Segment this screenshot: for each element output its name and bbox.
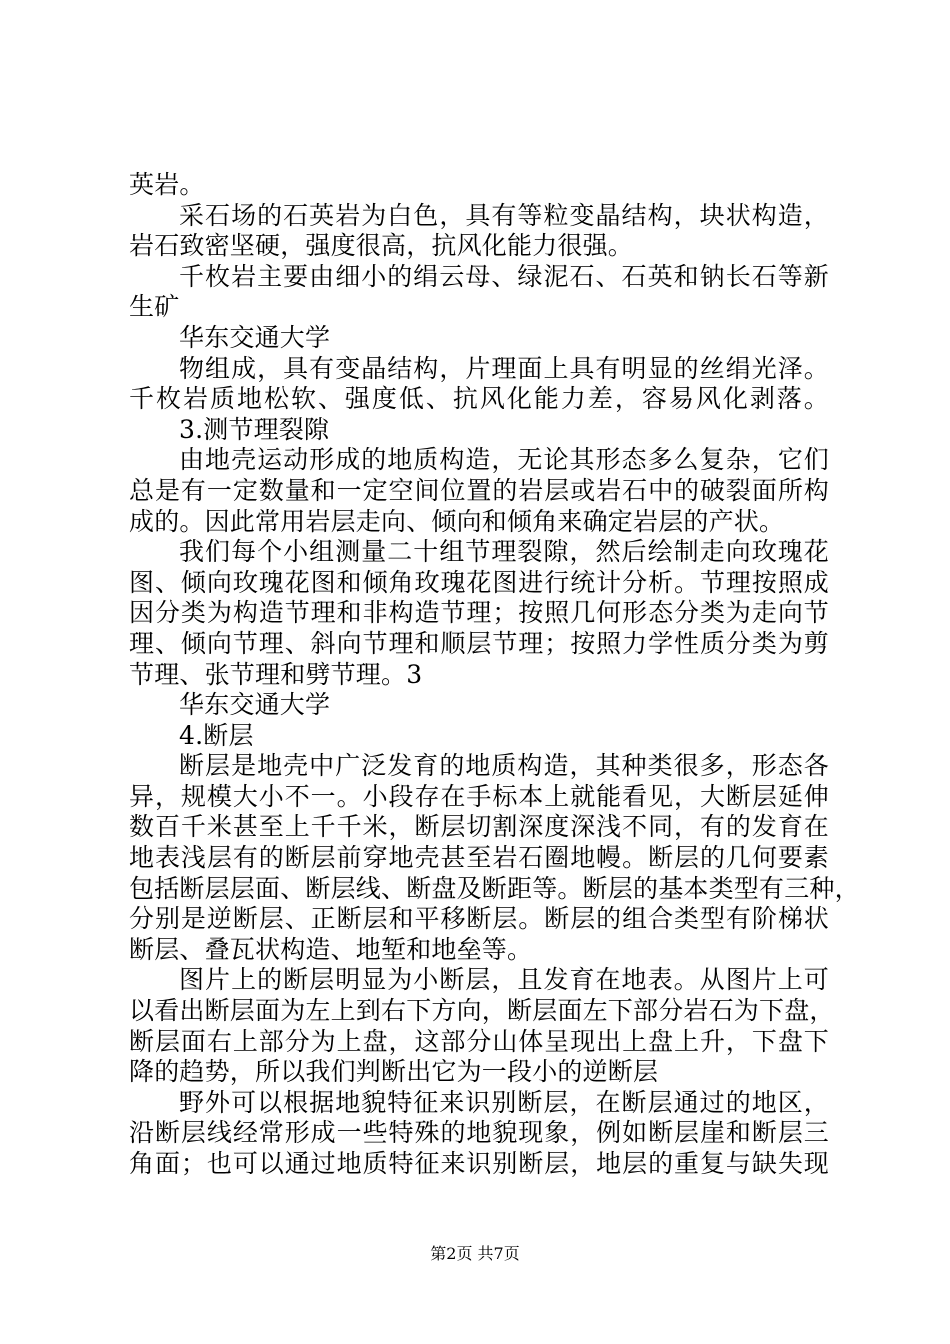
- text-line: 生矿: [129, 292, 180, 322]
- text-line: 采石场的石英岩为白色，具有等粒变晶结构，块状构造，: [179, 200, 829, 230]
- document-body: [129, 170, 860, 1180]
- text-line: 角面；也可以通过地质特征来识别断层，地层的重复与缺失现: [129, 1149, 829, 1178]
- text-line: 千枚岩质地松软、强度低、抗风化能力差，容易风化剥落。: [129, 384, 829, 414]
- text-line: 沿断层线经常形成一些特殊的地貌现象，例如断层崖和断层三: [129, 1118, 829, 1148]
- text-line: 华东交通大学: [179, 690, 331, 720]
- text-line: 岩石致密坚硬，强度很高，抗风化能力很强。: [129, 231, 634, 261]
- text-line: 我们每个小组测量二十组节理裂隙，然后绘制走向玫瑰花: [179, 537, 829, 567]
- text-line: 异，规模大小不一。小段存在手标本上就能看见，大断层延伸: [129, 781, 829, 811]
- text-line: 英岩。: [129, 170, 205, 199]
- text-line: 因分类为构造节理和非构造节理；按照几何形态分类为走向节: [129, 598, 829, 628]
- text-line: 总是有一定数量和一定空间位置的岩层或岩石中的破裂面所构: [129, 475, 829, 505]
- text-line: 图、倾向玫瑰花图和倾角玫瑰花图进行统计分析。节理按照成: [129, 567, 829, 597]
- text-line: 图片上的断层明显为小断层，且发育在地表。从图片上可: [179, 965, 829, 995]
- text-line: 千枚岩主要由细小的绢云母、绿泥石、石英和钠长石等新: [179, 261, 829, 291]
- text-line: 野外可以根据地貌特征来识别断层，在断层通过的地区，: [179, 1087, 829, 1117]
- text-line: 物组成，具有变晶结构，片理面上具有明显的丝绢光泽。: [179, 353, 829, 383]
- text-line: 地表浅层有的断层前穿地壳甚至岩石圈地幔。断层的几何要素: [129, 843, 829, 873]
- text-line: 理、倾向节理、斜向节理和顺层节理；按照力学性质分类为剪: [129, 628, 829, 658]
- text-line: 断层面右上部分为上盘，这部分山体呈现出上盘上升，下盘下: [129, 1026, 829, 1056]
- text-line: 包括断层层面、断层线、断盘及断距等。断层的基本类型有三种，: [129, 873, 860, 903]
- text-line: 3.测节理裂隙: [179, 414, 330, 444]
- text-line: 成的。因此常用岩层走向、倾向和倾角来确定岩层的产状。: [129, 506, 785, 536]
- text-line: 节理、张节理和劈节理。3: [129, 659, 423, 689]
- text-line: 数百千米甚至上千千米，断层切割深度深浅不同，有的发育在: [129, 812, 829, 842]
- text-line: 断层是地壳中广泛发育的地质构造，其种类很多，形态各: [179, 751, 829, 781]
- text-line: 断层、叠瓦状构造、地堑和地垒等。: [129, 934, 533, 964]
- text-line: 降的趋势，所以我们判断出它为一段小的逆断层: [129, 1057, 659, 1087]
- page-footer: [0, 1244, 950, 1264]
- text-line: 分别是逆断层、正断层和平移断层。断层的组合类型有阶梯状: [129, 904, 829, 934]
- text-line: 4.断层: [179, 720, 254, 750]
- page-number: 第2页 共7页: [430, 1244, 520, 1263]
- text-line: 华东交通大学: [179, 322, 331, 352]
- text-line: 由地壳运动形成的地质构造，无论其形态多么复杂，它们: [179, 445, 829, 475]
- text-line: 以看出断层面为左上到右下方向，断层面左下部分岩石为下盘，: [129, 996, 835, 1026]
